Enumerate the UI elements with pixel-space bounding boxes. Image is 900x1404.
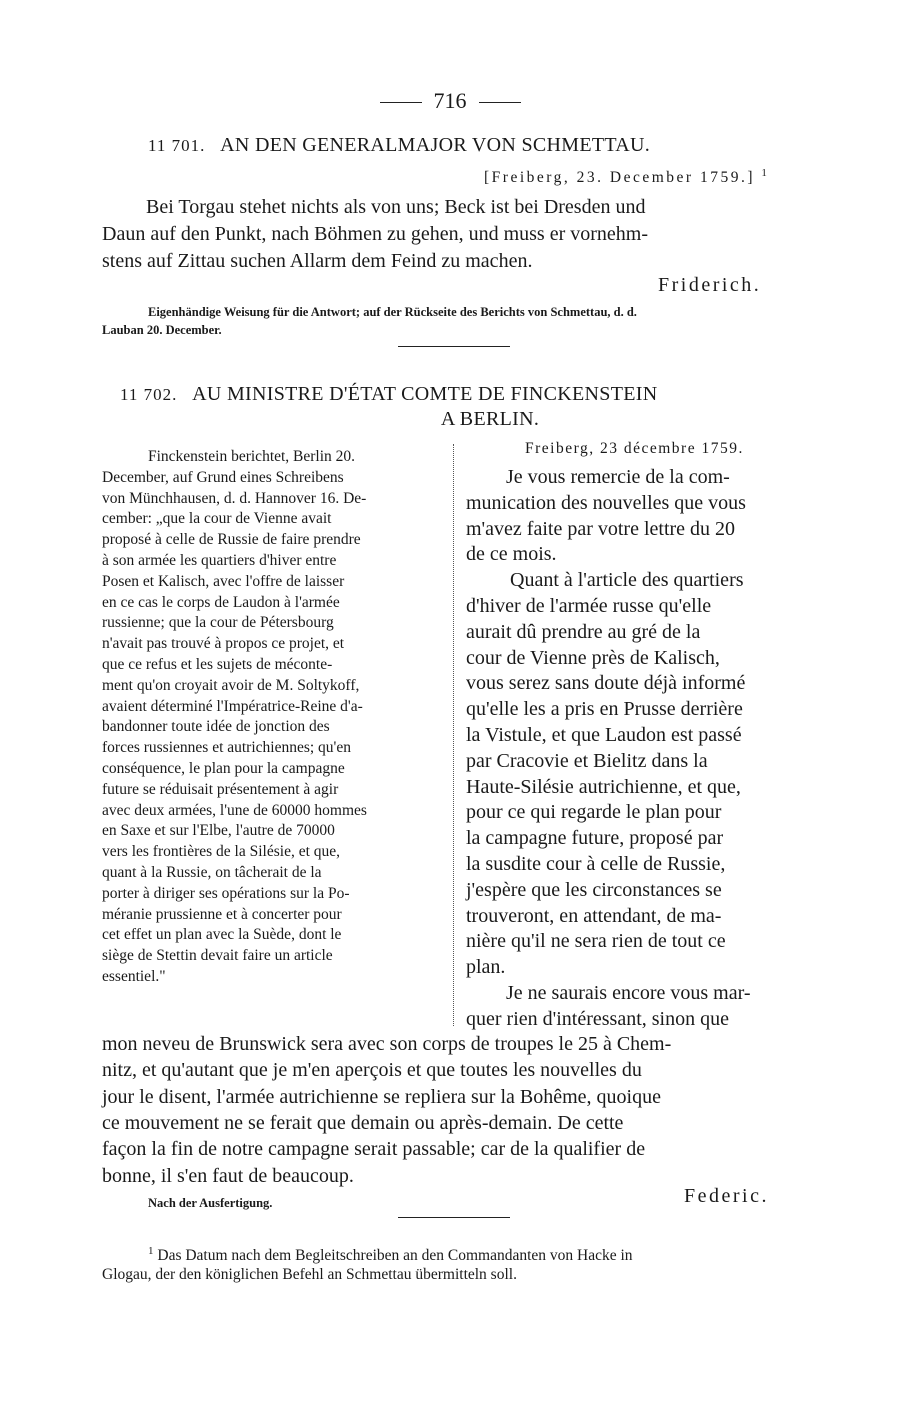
letter2-dateline: Freiberg, 23 décembre 1759. bbox=[525, 440, 744, 457]
leftcol-line: essentiel." bbox=[102, 968, 166, 985]
leftcol-line: méranie prussienne et à concerter pour bbox=[102, 905, 342, 923]
right-column-line: j'espère que les circonstances se bbox=[466, 878, 722, 901]
leftcol-line: Finckenstein berichtet, Berlin 20. bbox=[148, 448, 356, 465]
leftcol-line: siège de Stettin devait faire un article bbox=[102, 947, 333, 965]
footnote-text-1: Das Datum nach dem Begleitschreiben an den Commandanten von Hacke in bbox=[157, 1247, 633, 1265]
fullcol-line: nitz, et qu'autant que je m'en aperçois et que toutes les nouvelles du bbox=[102, 1059, 642, 1082]
fullcol-line: ce mouvement ne se ferait que demain ou après-demain. De cette bbox=[102, 1111, 624, 1134]
letter2-recipient-line-1: AU MINISTRE D'ÉTAT COMTE DE FINCKENSTEIN bbox=[192, 383, 658, 405]
leftcol-line: cember: „que la cour de Vienne avait bbox=[102, 510, 332, 528]
right-column-line: d'hiver de l'armée russe qu'elle bbox=[466, 595, 712, 617]
leftcol-line: avaient déterminé l'Impératrice-Reine d'a- bbox=[102, 697, 363, 715]
letter1-recipient: AN DEN GENERALMAJOR VON SCHMETTAU. bbox=[220, 134, 651, 156]
letter1-body-line-2: Daun auf den Punkt, nach Böhmen zu gehen, und muss er vornehm- bbox=[102, 223, 648, 245]
page-number-line bbox=[0, 88, 900, 114]
fullcol-line: mon neveu de Brunswick sera avec son corps de troupes le 25 à Chem- bbox=[102, 1033, 672, 1055]
right-column-line: de ce mois. bbox=[466, 543, 557, 566]
leftcol-line: en ce cas le corps de Laudon à l'armée bbox=[102, 593, 340, 611]
letter1-number: 11 701. bbox=[148, 136, 206, 155]
letter1-note-line-2: Lauban 20. December. bbox=[102, 323, 222, 337]
right-column-line: aurait dû prendre au gré de la bbox=[466, 620, 701, 643]
right-column-line: cour de Vienne près de Kalisch, bbox=[466, 646, 720, 669]
leftcol-line: future se réduisait présentement à agir bbox=[102, 780, 339, 798]
leftcol-line: russienne; que la cour de Pétersbourg bbox=[102, 614, 334, 632]
letter2-recipient-line-2: A BERLIN. bbox=[440, 408, 540, 430]
letter1-body-line-1: Bei Torgau stehet nichts als von uns; Beck ist bei Dresden und bbox=[146, 196, 646, 218]
letter2-heading bbox=[120, 383, 657, 406]
right-column-line: qu'elle les a pris en Prusse derrière bbox=[466, 698, 743, 721]
right-column-line: Quant à l'article des quartiers bbox=[510, 569, 744, 592]
leftcol-line: bandonner toute idée de jonction des bbox=[102, 718, 330, 736]
fullcol-line: jour le disent, l'armée autrichienne se repliera sur la Bohême, quoique bbox=[102, 1085, 661, 1108]
right-column-line: quer rien d'intéressant, sinon que bbox=[466, 1007, 729, 1030]
fullcol-line: bonne, il s'en faut de beaucoup. bbox=[102, 1164, 354, 1187]
right-column-line: la susdite cour à celle de Russie, bbox=[466, 853, 726, 875]
letter1-signature: Friderich. bbox=[658, 274, 762, 296]
leftcol-line: quant à la Russie, on tâcherait de la bbox=[102, 864, 322, 881]
leftcol-line: ment qu'on croyait avoir de M. Soltykoff, bbox=[102, 676, 360, 694]
footnote-mark: 1 bbox=[148, 1245, 154, 1257]
right-column-line: nière qu'il ne sera rien de tout ce bbox=[466, 930, 726, 953]
leftcol-line: que ce refus et les sujets de méconte- bbox=[102, 656, 333, 673]
letter1-heading bbox=[148, 134, 650, 157]
letter1-body-line-3: stens auf Zittau suchen Allarm dem Feind zu machen. bbox=[102, 250, 533, 272]
separator-rule-2 bbox=[398, 1217, 510, 1218]
separator-rule-1 bbox=[398, 346, 510, 347]
right-column-line: la campagne future, proposé par bbox=[466, 827, 724, 850]
letter2-signature: Federic. bbox=[684, 1185, 769, 1207]
page-number: 716 bbox=[433, 88, 467, 113]
leftcol-line: von Münchhausen, d. d. Hannover 16. De- bbox=[102, 489, 367, 507]
right-column-line: par Cracovie et Bielitz dans la bbox=[466, 749, 708, 772]
right-column-line: la Vistule, et que Laudon est passé bbox=[466, 724, 742, 746]
letter1-dateline-line bbox=[484, 167, 769, 187]
leftcol-line: conséquence, le plan pour la campagne bbox=[102, 760, 345, 777]
right-column-line: plan. bbox=[466, 956, 506, 979]
right-column-line: Je vous remercie de la com- bbox=[506, 466, 730, 488]
letter2-number: 11 702. bbox=[120, 385, 178, 404]
footnote-line-2: Glogau, der den königlichen Befehl an Schmettau übermitteln soll. bbox=[102, 1266, 517, 1283]
letter1-dateline: [Freiberg, 23. December 1759.] bbox=[484, 169, 755, 187]
leftcol-line: cet effet un plan avec la Suède, dont le bbox=[102, 926, 342, 944]
right-column-line: vous serez sans doute déjà informé bbox=[466, 672, 746, 695]
leftcol-line: forces russiennes et autrichiennes; qu'en bbox=[102, 739, 351, 757]
right-column-line: Haute-Silésie autrichienne, et que, bbox=[466, 775, 741, 798]
right-column-line: m'avez faite par votre lettre du 20 bbox=[466, 517, 736, 540]
right-column-line: trouveront, en attendant, de ma- bbox=[466, 904, 722, 927]
leftcol-line: en Saxe et sur l'Elbe, l'autre de 70000 bbox=[102, 822, 335, 840]
letter1-note-line-1: Eigenhändige Weisung für die Antwort; auf der Rückseite des Berichts von Schmettau, d. d. bbox=[148, 305, 637, 319]
fullcol-line: façon la fin de notre campagne serait passable; car de la qualifier de bbox=[102, 1138, 646, 1161]
dash-right bbox=[479, 102, 521, 103]
letter2-note: Nach der Ausfertigung. bbox=[148, 1196, 273, 1210]
right-column-line: munication des nouvelles que vous bbox=[466, 491, 746, 514]
leftcol-line: Posen et Kalisch, avec l'offre de laisser bbox=[102, 572, 345, 590]
dash-left bbox=[380, 102, 422, 103]
leftcol-line: December, auf Grund eines Schreibens bbox=[102, 468, 344, 486]
leftcol-line: porter à diriger ses opérations sur la Po- bbox=[102, 884, 350, 902]
leftcol-line: vers les frontières de la Silésie, et que, bbox=[102, 843, 341, 861]
leftcol-line: à son armée les quartiers d'hiver entre bbox=[102, 552, 337, 569]
column-divider bbox=[453, 444, 454, 1026]
right-column-line: Je ne saurais encore vous mar- bbox=[506, 982, 751, 1004]
footnote-line-1 bbox=[148, 1245, 633, 1265]
right-column-line: pour ce qui regarde le plan pour bbox=[466, 801, 722, 824]
leftcol-line: n'avait pas trouvé à propos ce projet, et bbox=[102, 635, 345, 653]
leftcol-line: avec deux armées, l'une de 60000 hommes bbox=[102, 801, 367, 819]
leftcol-line: proposé à celle de Russie de faire prendre bbox=[102, 531, 361, 549]
letter1-footnote-mark: 1 bbox=[761, 167, 770, 179]
